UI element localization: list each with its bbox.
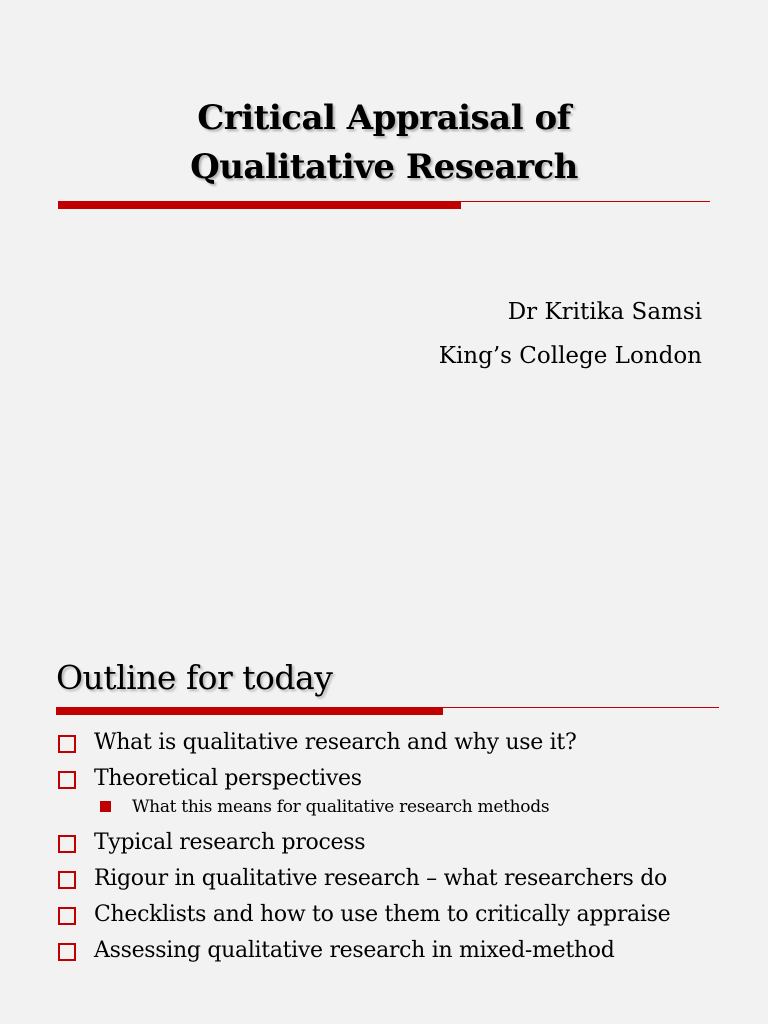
hollow-square-icon xyxy=(58,907,76,925)
hollow-square-icon xyxy=(58,943,76,961)
hollow-square-icon xyxy=(58,735,76,753)
outline-item xyxy=(56,728,716,757)
hollow-square-icon xyxy=(58,771,76,789)
hollow-square-icon xyxy=(58,835,76,853)
hollow-square-icon xyxy=(58,871,76,889)
outline-slide xyxy=(0,624,768,1024)
outline-item-text: Assessing qualitative research in mixed-method xyxy=(94,938,615,963)
author-name: Dr Kritika Samsi xyxy=(507,299,702,325)
title-line-2: Qualitative Research xyxy=(190,147,578,187)
slide-title xyxy=(0,94,768,192)
outline-title: Outline for today xyxy=(56,658,333,697)
presenter-info xyxy=(439,290,702,378)
outline-list xyxy=(56,728,716,972)
filled-square-icon xyxy=(100,801,111,812)
outline-subitem-text: What this means for qualitative research methods xyxy=(132,797,550,817)
outline-item xyxy=(56,764,716,793)
outline-item xyxy=(56,828,716,857)
outline-item-text: Theoretical perspectives xyxy=(94,766,362,791)
title-divider-thick xyxy=(58,202,461,209)
title-line-1: Critical Appraisal of xyxy=(197,98,571,138)
institution-name: King’s College London xyxy=(438,343,702,369)
outline-item-text: Typical research process xyxy=(94,830,366,855)
outline-item-text: Checklists and how to use them to critically appraise xyxy=(94,902,671,927)
outline-subitem xyxy=(56,796,716,818)
outline-item-text: Rigour in qualitative research – what researchers do xyxy=(94,866,667,891)
outline-divider-thick xyxy=(56,708,443,715)
outline-item xyxy=(56,936,716,965)
outline-item xyxy=(56,864,716,893)
outline-item xyxy=(56,900,716,929)
outline-item-text: What is qualitative research and why use it? xyxy=(94,730,577,755)
